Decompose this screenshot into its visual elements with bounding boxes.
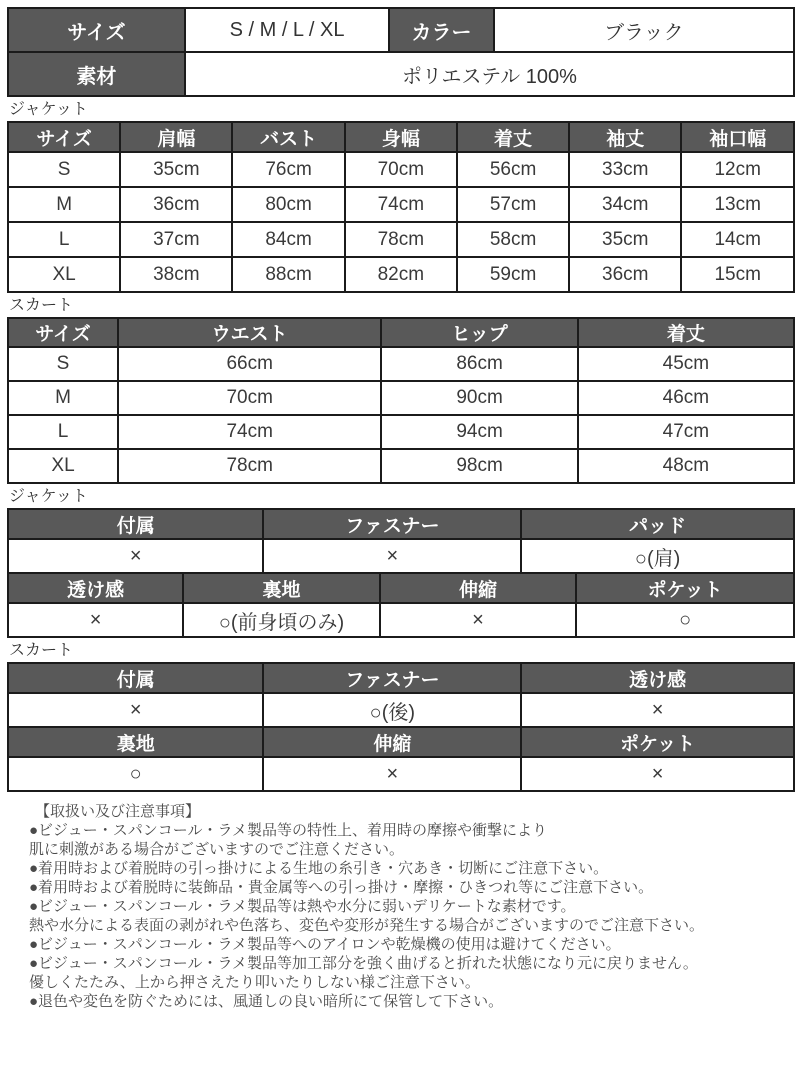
skirt-details-table-1 (7, 662, 795, 728)
skirt-details-header-row (8, 727, 794, 757)
jacket-size-section-label: ジャケット (9, 101, 88, 118)
skirt-size-table-cell: 98cm (381, 449, 578, 483)
table-row (8, 347, 794, 381)
skirt-size-table-cell: XL (8, 449, 118, 483)
table-row (8, 8, 794, 52)
table-row (8, 693, 794, 727)
jacket-size-table-header-cell: バスト (232, 122, 344, 152)
jacket-size-table-header-cell: 肩幅 (120, 122, 232, 152)
jacket-size-table-cell: 36cm (569, 257, 681, 292)
jacket-size-table-cell: 76cm (232, 152, 344, 187)
table-row (8, 381, 794, 415)
handling-note-line: ●ビジュー・スパンコール・ラメ製品等は熱や水分に弱いデリケートな素材です。 (29, 898, 576, 915)
jacket-details-section-label: ジャケット (9, 488, 88, 505)
table-row (8, 152, 794, 187)
jacket-detail-1-header-cell: ファスナー (263, 509, 521, 539)
skirt-size-table-cell: 70cm (118, 381, 381, 415)
skirt-size-table-cell: M (8, 381, 118, 415)
skirt-size-table-cell: 74cm (118, 415, 381, 449)
jacket-detail-2-header-cell: 伸縮 (380, 573, 577, 603)
jacket-detail-1-header-cell: パッド (521, 509, 794, 539)
handling-note-line: ●退色や変色を防ぐためには、風通しの良い暗所にて保管して下さい。 (29, 993, 504, 1010)
jacket-detail-1-header-cell: 付属 (8, 509, 263, 539)
product-info-table (7, 7, 795, 97)
jacket-detail-2-value-cell: × (8, 603, 183, 637)
jacket-detail-2-header-cell: 裏地 (183, 573, 380, 603)
jacket-size-table-header-cell: 袖丈 (569, 122, 681, 152)
skirt-detail-2-value-cell: ○ (8, 757, 263, 791)
skirt-size-table-cell: 47cm (578, 415, 794, 449)
table-row (8, 415, 794, 449)
table-row (8, 603, 794, 637)
table-row (8, 449, 794, 483)
handling-notes-title: 【取扱い及び注意事項】 (35, 803, 201, 820)
skirt-detail-2-header-cell: 裏地 (8, 727, 263, 757)
jacket-size-table-cell: 13cm (681, 187, 794, 222)
jacket-size-table-cell: 57cm (457, 187, 569, 222)
jacket-size-table-cell: 34cm (569, 187, 681, 222)
jacket-size-table-cell: S (8, 152, 120, 187)
jacket-detail-2-header-cell: 透け感 (8, 573, 183, 603)
jacket-details-table-1 (7, 508, 795, 574)
skirt-detail-1-value-cell: × (521, 693, 794, 727)
jacket-size-table-cell: 38cm (120, 257, 232, 292)
skirt-size-table-cell: 46cm (578, 381, 794, 415)
jacket-detail-2-header-cell: ポケット (576, 573, 794, 603)
table-row (8, 187, 794, 222)
skirt-size-table-cell: S (8, 347, 118, 381)
jacket-details-header-row (8, 509, 794, 539)
skirt-size-table-cell: 86cm (381, 347, 578, 381)
jacket-size-table-cell: M (8, 187, 120, 222)
jacket-size-table-header-cell: 着丈 (457, 122, 569, 152)
jacket-detail-2-value-cell: ○(前身頃のみ) (183, 603, 380, 637)
jacket-size-header-row (8, 122, 794, 152)
jacket-details-header-row (8, 573, 794, 603)
jacket-size-table-header-cell: 身幅 (345, 122, 457, 152)
jacket-size-table-cell: 36cm (120, 187, 232, 222)
color-header-cell: カラー (389, 8, 494, 52)
handling-note-line: 熱や水分による表面の剥がれや色落ち、変色や変形が発生する場合がございますのでご注意下さい。 (29, 917, 705, 934)
table-row (8, 52, 794, 96)
jacket-size-table-cell: 14cm (681, 222, 794, 257)
jacket-size-table-cell: 78cm (345, 222, 457, 257)
jacket-size-table-cell: 70cm (345, 152, 457, 187)
skirt-detail-1-header-cell: 透け感 (521, 663, 794, 693)
jacket-details-table-2 (7, 572, 795, 638)
handling-note-line: ●ビジュー・スパンコール・ラメ製品等加工部分を強く曲げると折れた状態になり元に戻りません。 (29, 955, 698, 972)
skirt-size-header-row (8, 318, 794, 347)
skirt-size-table-header-cell: サイズ (8, 318, 118, 347)
jacket-size-table-cell: L (8, 222, 120, 257)
jacket-detail-1-value-cell: ○(肩) (521, 539, 794, 573)
handling-notes-lines (29, 821, 795, 1011)
skirt-details-header-row (8, 663, 794, 693)
skirt-size-table-cell: 66cm (118, 347, 381, 381)
skirt-size-table-header-cell: ウエスト (118, 318, 381, 347)
jacket-size-table-cell: 74cm (345, 187, 457, 222)
handling-notes (29, 802, 795, 1011)
jacket-size-table-cell: 37cm (120, 222, 232, 257)
handling-note-line: 優しくたたみ、上から押さえたり叩いたりしない様ご注意下さい。 (29, 974, 480, 991)
table-row (8, 222, 794, 257)
skirt-size-table-cell: 48cm (578, 449, 794, 483)
jacket-size-table-cell: XL (8, 257, 120, 292)
jacket-size-table-header-cell: 袖口幅 (681, 122, 794, 152)
table-row (8, 257, 794, 292)
table-row (8, 539, 794, 573)
skirt-size-table (7, 317, 795, 484)
jacket-size-table-cell: 84cm (232, 222, 344, 257)
jacket-size-table-header-cell: サイズ (8, 122, 120, 152)
skirt-size-table-cell: L (8, 415, 118, 449)
skirt-detail-2-value-cell: × (521, 757, 794, 791)
size-value-cell: S / M / L / XL (185, 8, 389, 52)
skirt-size-table-cell: 45cm (578, 347, 794, 381)
skirt-size-table-header-cell: 着丈 (578, 318, 794, 347)
jacket-size-table-cell: 56cm (457, 152, 569, 187)
jacket-detail-1-value-cell: × (263, 539, 521, 573)
jacket-size-table-cell: 80cm (232, 187, 344, 222)
skirt-size-table-cell: 90cm (381, 381, 578, 415)
skirt-detail-2-header-cell: ポケット (521, 727, 794, 757)
skirt-size-table-cell: 78cm (118, 449, 381, 483)
jacket-size-table-cell: 59cm (457, 257, 569, 292)
skirt-detail-2-header-cell: 伸縮 (263, 727, 521, 757)
jacket-size-table (7, 121, 795, 293)
jacket-size-table-cell: 33cm (569, 152, 681, 187)
size-header-cell: サイズ (8, 8, 185, 52)
jacket-size-table-cell: 12cm (681, 152, 794, 187)
jacket-size-table-cell: 35cm (120, 152, 232, 187)
skirt-detail-1-header-cell: ファスナー (263, 663, 521, 693)
skirt-detail-1-value-cell: ○(後) (263, 693, 521, 727)
jacket-detail-2-value-cell: × (380, 603, 577, 637)
jacket-detail-2-value-cell: ○ (576, 603, 794, 637)
handling-note-line: ●着用時および着脱時の引っ掛けによる生地の糸引き・穴あき・切断にご注意下さい。 (29, 860, 609, 877)
handling-note-line: ●着用時および着脱時に装飾品・貴金属等への引っ掛け・摩擦・ひきつれ等にご注意下さい。 (29, 879, 654, 896)
jacket-size-table-cell: 82cm (345, 257, 457, 292)
handling-note-line: ●ビジュー・スパンコール・ラメ製品等の特性上、着用時の摩擦や衝撃により (29, 822, 548, 839)
jacket-size-table-cell: 35cm (569, 222, 681, 257)
material-value-cell: ポリエステル 100% (185, 52, 794, 96)
jacket-size-table-cell: 88cm (232, 257, 344, 292)
jacket-size-table-cell: 15cm (681, 257, 794, 292)
skirt-detail-2-value-cell: × (263, 757, 521, 791)
jacket-size-table-cell: 58cm (457, 222, 569, 257)
skirt-details-section-label: スカート (9, 642, 74, 659)
skirt-size-section-label: スカート (9, 297, 74, 314)
color-value-cell: ブラック (494, 8, 794, 52)
handling-note-line: ●ビジュー・スパンコール・ラメ製品等へのアイロンや乾燥機の使用は避けてください。 (29, 936, 621, 953)
handling-note-line: 肌に刺激がある場合がございますのでご注意ください。 (29, 841, 405, 858)
skirt-size-table-cell: 94cm (381, 415, 578, 449)
skirt-details-table-2 (7, 726, 795, 792)
skirt-size-table-header-cell: ヒップ (381, 318, 578, 347)
material-header-cell: 素材 (8, 52, 185, 96)
jacket-detail-1-value-cell: × (8, 539, 263, 573)
skirt-detail-1-header-cell: 付属 (8, 663, 263, 693)
table-row (8, 757, 794, 791)
skirt-detail-1-value-cell: × (8, 693, 263, 727)
